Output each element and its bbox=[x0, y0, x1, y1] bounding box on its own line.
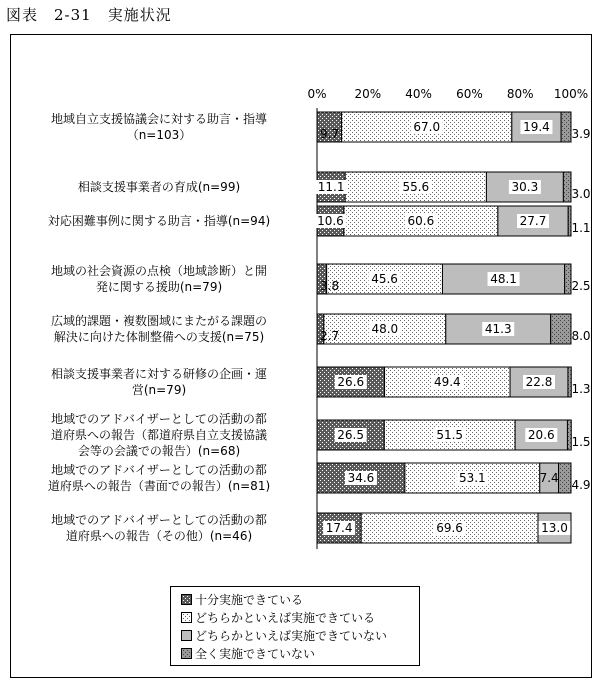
data-label: 51.5 bbox=[436, 428, 464, 442]
data-label: 1.3 bbox=[571, 382, 591, 396]
legend-swatch bbox=[181, 630, 192, 641]
category-label: 地域でのアドバイザーとしての活動の都 道府県への報告（都道府県自立支援協議 会等の会議での報告）(n=68) bbox=[50, 412, 267, 458]
data-label: 55.6 bbox=[402, 180, 430, 194]
figure-title: 図表 2-31 実施状況 bbox=[6, 6, 172, 24]
category-label: 地域の社会資源の点検（地域診断）と開 発に関する援助(n=79) bbox=[50, 264, 267, 294]
bar-segment bbox=[565, 264, 571, 294]
legend-label: どちらかといえば実施できていない bbox=[195, 628, 388, 643]
x-tick-label: 60% bbox=[456, 87, 483, 101]
data-label: 53.1 bbox=[458, 471, 486, 485]
data-label: 67.0 bbox=[413, 120, 441, 134]
data-label: 1.5 bbox=[571, 435, 591, 449]
data-label: 3.8 bbox=[320, 279, 340, 293]
category-label: 相談支援事業者に対する研修の企画・運 営(n=79) bbox=[50, 367, 267, 397]
x-tick-label: 40% bbox=[405, 87, 432, 101]
category-label: 地域でのアドバイザーとしての活動の都 道府県への報告（その他）(n=46) bbox=[51, 513, 267, 543]
category-label: 広域的課題・複数圏域にまたがる課題の 解決に向けた体制整備への支援(n=75) bbox=[50, 314, 267, 344]
x-tick-label: 100% bbox=[553, 87, 589, 101]
data-label: 17.4 bbox=[325, 521, 353, 535]
data-label: 2.5 bbox=[571, 279, 591, 293]
data-label: 60.6 bbox=[407, 214, 435, 228]
data-label: 34.6 bbox=[347, 471, 375, 485]
bar-segment bbox=[561, 112, 571, 142]
bar-segment bbox=[563, 172, 571, 202]
data-label: 11.1 bbox=[317, 180, 345, 194]
category-label: 地域自立支援協議会に対する助言・指導 （n=103） bbox=[50, 112, 267, 142]
data-label: 13.0 bbox=[541, 521, 568, 535]
data-label: 22.8 bbox=[525, 375, 553, 389]
legend-label: 十分実施できている bbox=[195, 592, 304, 607]
category-label: 相談支援事業者の育成(n=99) bbox=[77, 180, 241, 194]
data-label: 26.5 bbox=[337, 428, 365, 442]
data-label: 2.7 bbox=[320, 329, 340, 343]
data-label: 69.6 bbox=[436, 521, 463, 535]
category-label: 地域でのアドバイザーとしての活動の都 道府県への報告（書面での報告）(n=81) bbox=[47, 463, 271, 493]
category-label: 対応困難事例に関する助言・指導(n=94) bbox=[47, 214, 271, 228]
legend-item bbox=[181, 590, 419, 608]
data-label: 48.1 bbox=[490, 272, 517, 286]
legend-label: 全く実施できていない bbox=[195, 646, 316, 661]
data-label: 1.1 bbox=[571, 221, 591, 235]
data-label: 20.6 bbox=[527, 428, 555, 442]
legend bbox=[170, 586, 420, 666]
legend-item bbox=[181, 644, 419, 662]
legend-swatch bbox=[181, 612, 192, 623]
x-tick-label: 80% bbox=[506, 87, 534, 101]
legend-swatch bbox=[181, 648, 192, 659]
bar-segment bbox=[559, 463, 571, 493]
legend-item bbox=[181, 608, 419, 626]
data-label: 27.7 bbox=[519, 214, 547, 228]
bar-segment bbox=[551, 314, 571, 344]
legend-item bbox=[181, 626, 419, 644]
data-label: 3.9 bbox=[571, 127, 591, 141]
data-label: 26.6 bbox=[337, 375, 365, 389]
legend-swatch bbox=[181, 594, 192, 605]
data-label: 48.0 bbox=[371, 322, 399, 336]
legend-label: どちらかといえば実施できている bbox=[195, 610, 376, 625]
x-tick-label: 20% bbox=[354, 87, 382, 101]
data-label: 49.4 bbox=[433, 375, 461, 389]
x-tick-label: 0% bbox=[307, 87, 327, 101]
data-label: 10.6 bbox=[317, 214, 344, 228]
data-label: 41.3 bbox=[484, 322, 512, 336]
data-label: 3.0 bbox=[571, 187, 591, 201]
data-label: 4.9 bbox=[571, 478, 591, 492]
data-label: 30.3 bbox=[511, 180, 539, 194]
data-label: 9.7 bbox=[320, 127, 340, 141]
data-label: 19.4 bbox=[523, 120, 550, 134]
data-label: 8.0 bbox=[571, 329, 591, 343]
data-label: 45.6 bbox=[371, 272, 398, 286]
data-label: 7.4 bbox=[539, 471, 559, 485]
